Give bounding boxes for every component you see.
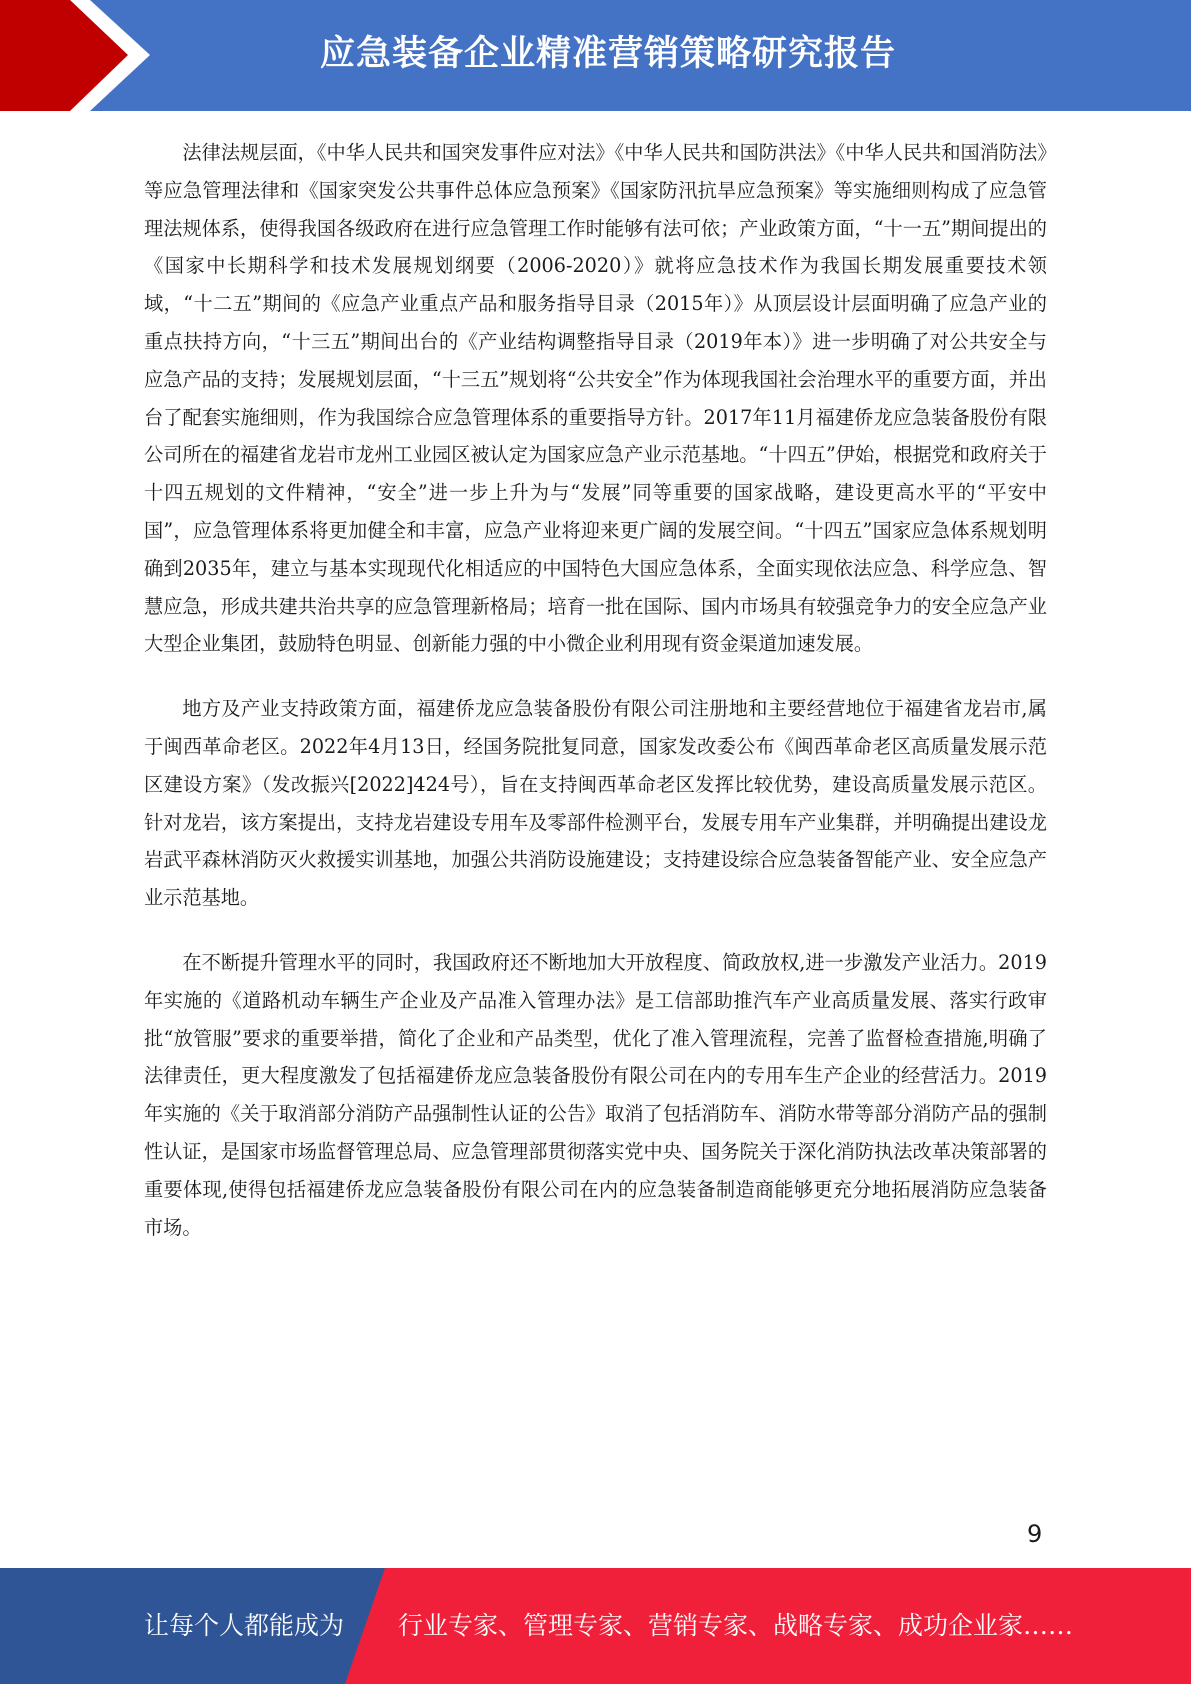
report-title: 应急装备企业精准营销策略研究报告 [320, 34, 897, 74]
paragraph-regulations: 法律法规层面，《中华人民共和国突发事件应对法》《中华人民共和国防洪法》《中华人民共和国消防法》等应急管理法律和《国家突发公共事件总体应急预案》《国家防汛抗旱应急预案》等实施细则构成了应急管理法规体系，使得我国各级政府在进行应急管理工作时能够有法可依；产业政策方面，“十一五”期间提出的《国家中长期科学和技术发展规划纲要（2006-2020）》就将应急技术作为我国长期发展重要技术领域，“十二五”期间的《应急产业重点产品和服务指导目录（2015年）》从顶层设计层面明确了应急产业的重点扶持方向，“十三五”期间出台的《产业结构调整指导目录（2019年本）》进一步明确了对公共安全与应急产品的支持；发展规划层面，“十三五”规划将“公共安全”作为体现我国社会治理水平的重要方面，并出台了配套实施细则，作为我国综合应急管理体系的重要指导方针。2017年11月福建侨龙应急装备股份有限公司所在的福建省龙岩市龙州工业园区被认定为国家应急产业示范基地。“十四五”伊始，根据党和政府关于十四五规划的文件精神，“安全”进一步上升为与“发展”同等重要的国家战略，建设更高水平的“平安中国”，应急管理体系将更加健全和丰富，应急产业将迎来更广阔的发展空间。“十四五”国家应急体系规划明确到2035年，建立与基本实现现代化相适应的中国特色大国应急体系，全面实现依法应急、科学应急、智慧应急，形成共建共治共享的应急管理新格局；培育一批在国际、国内市场具有较强竞争力的安全应急产业大型企业集团，鼓励特色明显、创新能力强的中小微企业利用现有资金渠道加速发展。 [144, 141, 1047, 656]
footer-slogan-left: 让每个人都能成为 [144, 1611, 345, 1640]
footer-banner [0, 1568, 1191, 1684]
footer-slogan-right: 行业专家、管理专家、营销专家、战略专家、成功企业家…… [398, 1611, 1074, 1640]
paragraph-deregulation: 在不断提升管理水平的同时，我国政府还不断地加大开放程度、简政放权,进一步激发产业活力。2019年实施的《道路机动车辆生产企业及产品准入管理办法》是工信部助推汽车产业高质量发展、落实行政审批“放管服”要求的重要举措，简化了企业和产品类型，优化了准入管理流程，完善了监督检查措施,明确了法律责任，更大程度激发了包括福建侨龙应急装备股份有限公司在内的专用车生产企业的经营活力。2019年实施的《关于取消部分消防产品强制性认证的公告》取消了包括消防车、消防水带等部分消防产品的强制性认证，是国家市场监督管理总局、应急管理部贯彻落实党中央、国务院关于深化消防执法改革决策部署的重要体现,使得包括福建侨龙应急装备股份有限公司在内的应急装备制造商能够更充分地拓展消防应急装备市场。 [144, 950, 1047, 1239]
paragraph-local-policy: 地方及产业支持政策方面，福建侨龙应急装备股份有限公司注册地和主要经营地位于福建省龙岩市,属于闽西革命老区。2022年4月13日，经国务院批复同意，国家发改委公布《闽西革命老区高质量发展示范区建设方案》（发改振兴[2022]424号），旨在支持闽西革命老区发挥比较优势，建设高质量发展示范区。针对龙岩，该方案提出，支持龙岩建设专用车及零部件检测平台，发展专用车产业集群，并明确提出建设龙岩武平森林消防灭火救援实训基地，加强公共消防设施建设；支持建设综合应急装备智能产业、安全应急产业示范基地。 [144, 697, 1047, 910]
main-content [144, 134, 1047, 1273]
header-banner [0, 0, 1191, 111]
page-number: 9 [1027, 1520, 1043, 1548]
chevron-arrow-icon [0, 0, 160, 111]
